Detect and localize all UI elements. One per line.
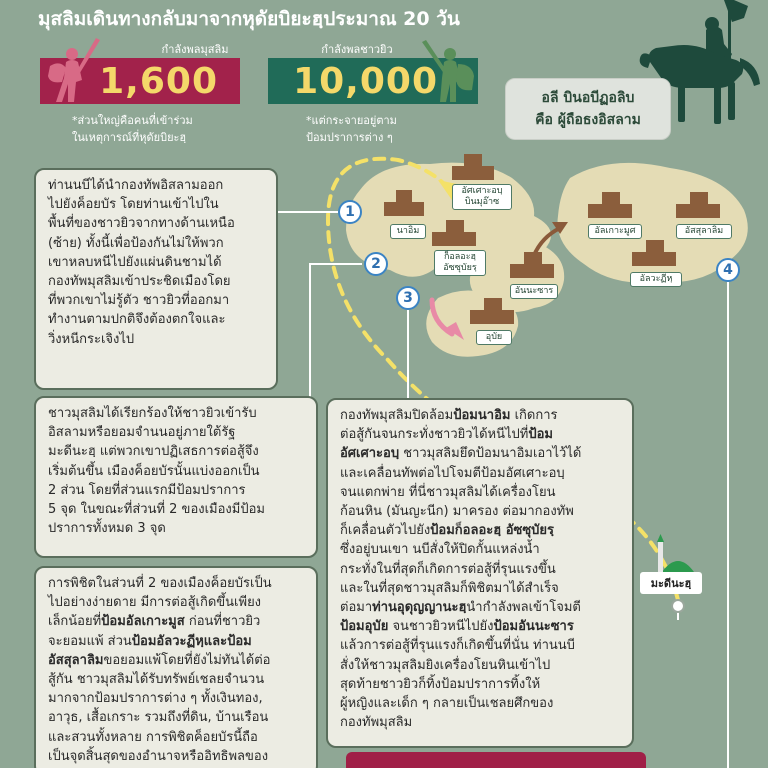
text-line: วิ่งหนีกระเจิงไป <box>48 331 135 347</box>
step-2-text <box>48 404 306 538</box>
text-line: กองทัพมุสลิม <box>340 715 413 731</box>
step-3-text <box>340 406 622 732</box>
bottom-banner <box>346 752 646 768</box>
muslim-force-value: 1,600 <box>99 60 218 102</box>
text-line: เป็นจุดสิ้นสุดของอำนาจหรืออิทธิพลของ <box>48 748 269 764</box>
text-line: จนแตกพ่าย ที่นี่ชาวมุสลิมได้เครื่องโยน <box>340 484 556 500</box>
text-line: มากจากป้อมปราการต่าง ๆ ทั้งเงินทอง, <box>48 691 263 707</box>
step-4-box <box>34 566 318 768</box>
text-line: ชาวมุสลิมได้เรียกร้องให้ชาวยิวเข้ารับ <box>48 406 257 421</box>
text-line: อัสสุลาลิมขอยอมแพ้โดยที่ยังไม่ทันได้ต่อ <box>48 652 271 668</box>
text-line: ไปยังค็อยบัร โดยท่านเข้าไปใน <box>48 197 219 213</box>
text-line: กองทัพมุสลิมเข้าประชิดเมืองโดย <box>48 274 231 290</box>
mosque-icon <box>657 534 694 572</box>
ali-name: อลี บินอบีฏอลิบ <box>541 90 635 106</box>
text-line: สุดท้ายชาวยิวก็ทิ้งป้อมปราการทิ้งให้ <box>340 676 541 692</box>
step-marker-3: 3 <box>396 286 420 310</box>
fort-label-al-qamus: อัลเกาะมูศ <box>588 224 642 239</box>
text-line: ที่พวกเขาไม่รู้ตัว ชาวยิวที่ออกมา <box>48 293 230 309</box>
muslim-force-note-line1: *ส่วนใหญ่คือคนที่เข้าร่วม <box>72 114 193 127</box>
text-line: และสวนทั้งหลาย การพิชิตค็อยบัรนี้ถือ <box>48 729 258 745</box>
step-1-text <box>48 176 266 349</box>
fort-label-al-watih: อัลวะฏีหฺ <box>630 272 682 287</box>
fort-label-ash-shaq: อัศเศาะอบฺ บินมุอ๊าซ <box>452 184 512 210</box>
text-line: อัศเศาะอบฺ ชาวมุสลิมยึดป้อมนาอิมเอาไว้ได้ <box>340 446 582 462</box>
text-line: กองทัพมุสลิมปิดล้อมป้อมนาอิม เกิดการ <box>340 408 558 423</box>
step-marker-2: 2 <box>364 252 388 276</box>
text-line: 2 ส่วน โดยที่ส่วนแรกมีป้อมปราการ <box>48 482 246 498</box>
text-line: ต่อสู้กันจนกระทั่งชาวยิวได้หนีไปที่ป้อม <box>340 427 553 443</box>
step-marker-4: 4 <box>716 258 740 282</box>
text-line: อิสลามหรือยอมจำนนอยู่ภายใต้รัฐ <box>48 425 236 441</box>
step-4-text <box>48 574 306 766</box>
text-line: ทำงานตามปกติจึงต้องตกใจและ <box>48 312 226 328</box>
step-2-box <box>34 396 318 558</box>
text-line: เริ่มต้นขึ้น เมืองค็อยบัรนั้นแบ่งออกเป็น <box>48 463 260 479</box>
fort-label-an-nazar: อันนะซาร <box>510 284 558 299</box>
muslim-force-caption: กำลังพลมุสลิม <box>161 43 229 56</box>
text-line: ป้อมอุบัย จนชาวยิวหนีไปยังป้อมอันนะซาร <box>340 619 574 635</box>
text-line: (ซ้าย) ทั้งนี้เพื่อป้องกันไม่ให้พวก <box>48 235 224 251</box>
text-line: พื้นที่ของชาวยิวจากทางด้านเหนือ <box>48 216 235 232</box>
connector-line-2 <box>310 264 362 400</box>
jewish-force-value: 10,000 <box>293 60 438 102</box>
step-marker-1: 1 <box>338 200 362 224</box>
step-1-box <box>34 168 278 390</box>
text-line: สู้กัน ชาวมุสลิมได้รับทรัพย์เชลยจำนวน <box>48 672 265 688</box>
text-line: ก้อนหิน (มันญะนีก) มาครอง ต่อมากองทัพ <box>340 504 574 520</box>
muslim-force-note-line2: ในเหตุการณ์ที่หุดัยบิยะฮฺ <box>72 131 187 144</box>
ali-role: คือ ผู้ถือธงอิสลาม <box>535 112 641 128</box>
text-line: และเคลื่อนทัพต่อไปโจมตีป้อมอัศเศาะอบฺ <box>340 465 565 481</box>
fort-ash-shaq <box>452 154 494 180</box>
jewish-force-caption: กำลังพลชาวยิว <box>321 43 393 56</box>
step-3-box <box>326 398 634 748</box>
text-line: ผู้หญิงและเด็ก ๆ กลายเป็นเชลยศึกของ <box>340 696 554 712</box>
text-line: กระทั่งในที่สุดก็เกิดการต่อสู้ที่รุนแรงขึ้น <box>340 561 556 577</box>
text-line: ท่านนบีได้นำกองทัพอิสลามออก <box>48 178 224 193</box>
text-line: มะดีนะฮฺ แต่พวกเขาปฏิเสธการต่อสู้จึง <box>48 444 259 460</box>
page-title: มุสลิมเดินทางกลับมาจากหุดัยบิยะฮฺประมาณ 20 วัน <box>38 8 460 30</box>
text-line: ปราการทั้งหมด 3 จุด <box>48 521 166 537</box>
fort-label-naim: นาอิม <box>390 224 426 239</box>
madina-dot <box>672 600 684 612</box>
text-line: แล้วการต่อสู้ที่รุนแรงก็เกิดขึ้นที่นั่น ท่านนบี <box>340 638 575 654</box>
text-line: สั่งให้ชาวมุสลิมยิงเครื่องโยนหินเข้าไป <box>340 657 551 673</box>
jewish-force-note-line2: ป้อมปราการต่าง ๆ <box>306 131 393 144</box>
text-line: ไปอย่างง่ายดาย มีการต่อสู้เกิดขึ้นเพียง <box>48 595 262 611</box>
text-line: เขาหลบหนีไปยังแผ่นดินชามได้ <box>48 254 222 270</box>
fort-label-ubay: อุบัย <box>476 330 512 345</box>
fort-label-qamus-zubair: ก็อลอะฮฺ อัซซุบัยรฺ <box>434 250 486 276</box>
text-line: ต่อมาท่านอุดุญญานะฮฺนำกำลังพลเข้าโจมตี <box>340 600 581 616</box>
jewish-force-note-line1: *แต่กระจายอยู่ตาม <box>306 114 397 127</box>
madina-label: มะดีนะฮฺ <box>640 572 702 594</box>
text-line: ก็เคลื่อนตัวไปยังป้อมก็อลอะฮฺ อัซซุบัยรฺ <box>340 523 555 539</box>
text-line: 5 จุด ในขณะที่ส่วนที่ 2 ของเมืองมีป้อม <box>48 502 265 518</box>
text-line: และในที่สุดชาวมุสลิมก็พิชิตมาได้สำเร็จ <box>340 580 559 596</box>
text-line: ซึ่งอยู่บนเขา นบีสั่งให้ปิดกั้นแหล่งน้ำ <box>340 542 540 558</box>
text-line: เล็กน้อยที่ป้อมอัลเกาะมูส ก่อนที่ชาวยิว <box>48 614 261 630</box>
text-line: การพิชิตในส่วนที่ 2 ของเมืองค็อยบัรเป็น <box>48 576 272 591</box>
text-line: อาวุธ, เสื้อเกราะ รวมถึงที่ดิน, บ้านเรือน <box>48 710 269 726</box>
fort-label-as-sulalim: อัสสุลาลิม <box>676 224 732 239</box>
text-line: จะยอมแพ้ ส่วนป้อมอัลวะฏีหฺและป้อม <box>48 633 252 649</box>
